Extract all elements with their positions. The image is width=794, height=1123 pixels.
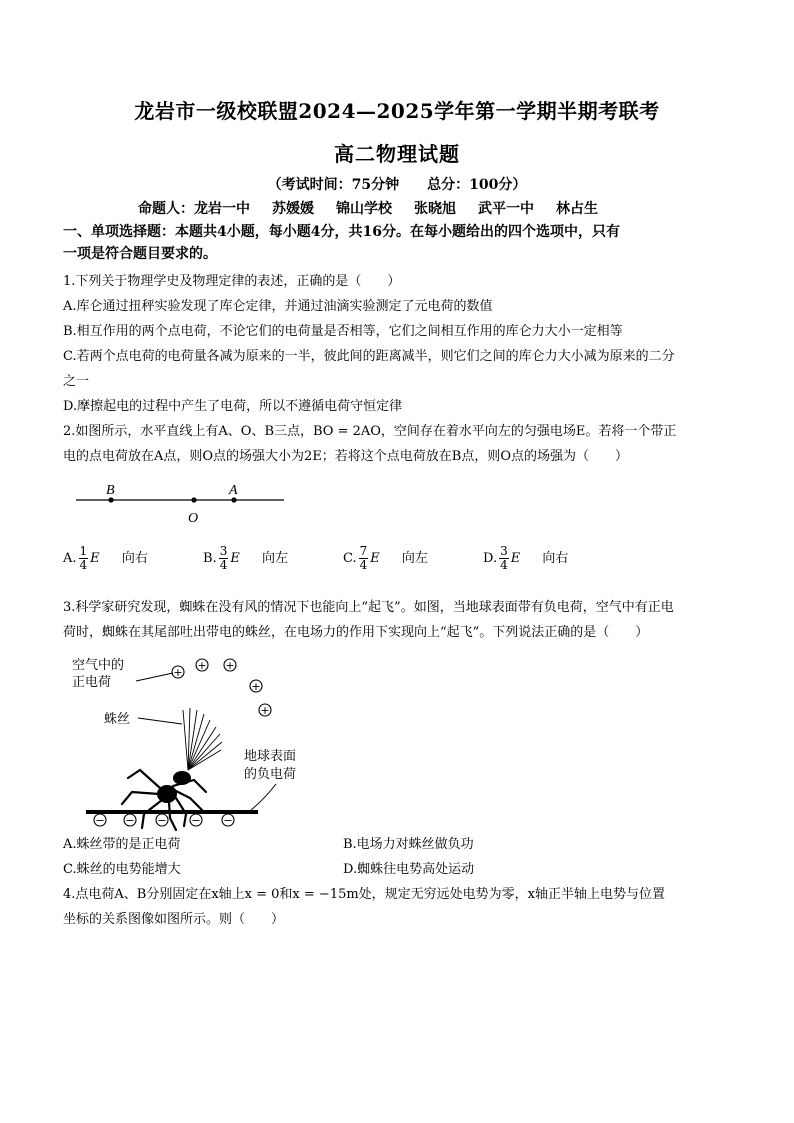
ground-label-2: 的负电荷 — [244, 767, 297, 782]
svg-text:+: + — [251, 680, 261, 693]
air-label-1: 空气中的 — [72, 658, 125, 673]
q1-option-a: A.库仑通过扭秤实验发现了库仑定律，并通过油滴实验测定了元电荷的数值 — [63, 299, 493, 314]
negative-charges — [94, 814, 234, 827]
air-leader-line — [136, 673, 173, 681]
exam-title: 龙岩市一级校联盟2024—2025学年第一学期半期考联考 — [134, 99, 660, 123]
q1-option-c: C.若两个点电荷的电荷量各减为原来的一半，彼此间的距离减半，则它们之间的库仑力大小减为原来的二分 — [63, 349, 675, 364]
svg-text:+: + — [173, 666, 183, 679]
svg-text:+: + — [225, 659, 235, 672]
authors-label: 命题人：龙岩一中 — [138, 201, 250, 217]
authors-line — [138, 198, 620, 218]
point-o — [191, 497, 196, 502]
q3-option-b: B.电场力对蛛丝做负功 — [343, 837, 474, 852]
q3-option-a: A.蛛丝带的是正电荷 — [63, 837, 181, 852]
label-b: B — [106, 483, 115, 498]
positive-charges — [172, 659, 271, 717]
q3-stem: 3.科学家研究发现，蜘蛛在没有风的情况下也能向上“起飞”。如图，当地球表面带有负电荷，空气中有正电 — [63, 600, 674, 615]
silk-strands — [183, 708, 222, 770]
q1-option-b: B.相互作用的两个点电荷，不论它们的电荷量是否相等，它们之间相互作用的库仑力大小一定相等 — [63, 324, 623, 339]
label-o: O — [188, 511, 199, 526]
svg-text:+: + — [260, 704, 270, 717]
ground-leader-line — [246, 784, 276, 814]
section-heading: 一、单项选择题：本题共4小题，每小题4分，共16分。在每小题给出的四个选项中，只有 — [63, 224, 620, 240]
svg-text:+: + — [197, 659, 207, 672]
q2-option-b: B. $\frac{3}{4}$ E 向左 — [203, 544, 288, 572]
exam-info: （考试时间：75分钟 总分：100分） — [267, 177, 527, 193]
author-item: 锦山学校 — [336, 201, 392, 217]
q3-option-c: C.蛛丝的电势能增大 — [63, 862, 181, 877]
q1-stem: 1.下列关于物理学史及物理定律的表述，正确的是（ ） — [63, 274, 401, 289]
air-label-2: 正电荷 — [72, 675, 112, 690]
author-item: 林占生 — [556, 201, 598, 217]
exam-subtitle: 高二物理试题 — [334, 142, 460, 166]
q1-option-c-cont: 之一 — [63, 374, 90, 389]
q2-option-c: C. $\frac{7}{4}$ E 向左 — [343, 544, 428, 572]
svg-text:−: − — [125, 814, 135, 827]
point-a — [231, 497, 236, 502]
silk-leader-line — [138, 718, 182, 724]
ground-label-1: 地球表面 — [244, 749, 297, 764]
q4-stem-cont: 坐标的关系图像如图所示。则（ ） — [63, 912, 285, 927]
q2-stem-cont: 电的点电荷放在A点，则O点的场强大小为2E；若将这个点电荷放在B点，则O点的场强为（ ） — [63, 449, 629, 464]
q3-option-d: D.蜘蛛往电势高处运动 — [343, 862, 475, 877]
q3-figure — [66, 652, 316, 832]
svg-text:−: − — [95, 814, 105, 827]
point-b — [108, 497, 113, 502]
author-item: 武平一中 — [478, 201, 534, 217]
svg-text:−: − — [157, 814, 167, 827]
author-item: 苏媛媛 — [272, 201, 314, 217]
q2-figure — [70, 478, 290, 528]
section-heading-cont: 一项是符合题目要求的。 — [63, 246, 217, 262]
q3-stem-cont: 荷时，蜘蛛在其尾部吐出带电的蛛丝，在电场力的作用下实现向上“起飞”。下列说法正确的是（ ） — [63, 625, 649, 640]
q1-option-d: D.摩擦起电的过程中产生了电荷，所以不遵循电荷守恒定律 — [63, 399, 403, 414]
svg-text:−: − — [191, 814, 201, 827]
q2-option-d: D. $\frac{3}{4}$ E 向右 — [483, 544, 569, 572]
silk-label: 蛛丝 — [104, 712, 131, 727]
q4-stem: 4.点电荷A、B分别固定在x轴上x = 0和x = −15m处，规定无穷远处电势为零，x轴正半轴上电势与位置 — [63, 887, 666, 902]
svg-text:−: − — [223, 814, 233, 827]
q2-option-a: A. $\frac{1}{4}$ E 向右 — [63, 544, 148, 572]
q2-stem: 2.如图所示，水平直线上有A、O、B三点，BO = 2AO，空间存在着水平向左的匀强电场E。若将一个带正 — [63, 424, 677, 439]
label-a: A — [229, 483, 238, 498]
author-item: 张晓旭 — [414, 201, 456, 217]
